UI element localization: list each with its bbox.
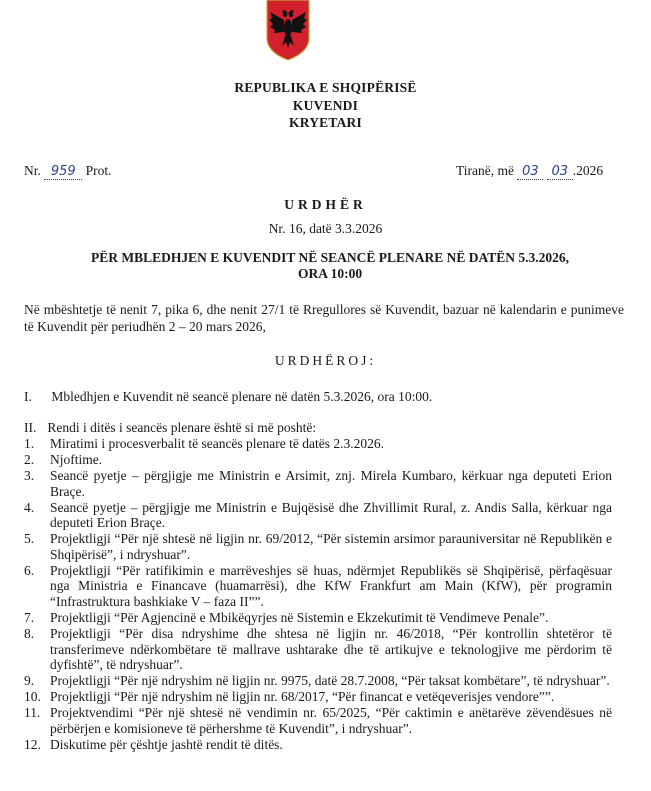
prot-label: Prot.: [85, 163, 112, 178]
nr-label: Nr.: [24, 163, 41, 178]
agenda-list: [24, 436, 624, 753]
header-kryetari: KRYETARI: [289, 115, 362, 130]
list-item: 10. Projektligji “Për një ndryshim në ligjin nr. 68/2017, “Për financat e vetëqeverisjes vendore””.: [24, 689, 555, 705]
list-item: 9. Projektligji “Për një ndryshim në ligjin nr. 9975, datë 28.7.2008, “Për taksat kombëtare”, të ndryshuar”.: [24, 673, 610, 689]
list-item: 6. Projektligji “Për ratifikimin e marrëveshjes së huas, ndërmjet Republikës së Shqipërisë, përfaqësuar nga Ministria e Financave (huamarrësi), dhe KfW Frankfurt am Main (KfW), për programin “Infrastruktura bashkiake V – faza II””.: [24, 562, 612, 609]
list-item: 4. Seancë pyetje – përgjigje me Ministrin e Bujqësisë dhe Zhvillimit Rural, z. Andis Salla, kërkuar nga deputeti Erion Braçe.: [24, 499, 612, 531]
ordhero-heading: URDHËROJ:: [274, 353, 377, 368]
place-label: Tiranë, më: [456, 163, 514, 178]
preamble-paragraph: Në mbështetje të nenit 7, pika 6, dhe nenit 27/1 të Rregullores së Kuvendit, bazuar në kalendarin e punimeve të Kuvendit për periudhën 2 – 20 mars 2026,: [24, 302, 624, 334]
list-item: 1. Miratimi i procesverbalit të seancës plenare të datës 2.3.2026.: [24, 436, 385, 451]
list-item: 3. Seancë pyetje – përgjigje me Ministrin e Arsimit, znj. Mirela Kumbaro, kërkuar nga deputeti Erion Braçe.: [24, 468, 612, 499]
list-item: 2. Njoftime.: [24, 452, 103, 468]
order-number: Nr. 16, datë 3.3.2026: [268, 221, 383, 236]
list-item: 11. Projektvendimi “Për një shtesë në vendimin nr. 65/2025, “Për caktimin e anëtarëve zëvendësues në përbërjen e komisioneve të përhershme të Kuvendit”, i ndryshuar”.: [24, 705, 612, 736]
section-one: I. Mbledhjen e Kuvendit në seancë plenare në datën 5.3.2026, ora 10:00.: [24, 389, 433, 404]
list-item: 12. Diskutime për çështje jashtë rendit të ditës.: [24, 737, 283, 753]
date-year: .2026: [572, 163, 604, 178]
date-day: 03: [522, 164, 539, 179]
date-month: 03: [551, 164, 569, 179]
list-item: 7. Projektligji “Për Agjencinë e Mbikëqyrjes në Sistemin e Ekzekutimit të Vendimeve Penale”.: [24, 610, 549, 626]
nr-value: 959: [50, 164, 76, 179]
place-date: [456, 163, 603, 180]
order-title: URDHËR: [284, 197, 367, 212]
header-republic: REPUBLIKA E SHQIPËRISË: [234, 80, 417, 95]
header-kuvendi: KUVENDI: [292, 98, 359, 113]
protocol-number: [24, 163, 112, 180]
section-two: II. Rendi i ditës i seancës plenare është si më poshtë:: [24, 420, 317, 435]
albanian-eagle-emblem-icon: [266, 0, 310, 60]
order-purpose: PËR MBLEDHJEN E KUVENDIT NË SEANCË PLENARE NË DATËN 5.3.2026, ORA 10:00: [90, 250, 570, 281]
list-item: 5. Projektligji “Për një shtesë në ligjin nr. 69/2012, “Për sistemin arsimor parauniversitar në Republikën e Shqipërisë”, i ndryshuar”.: [24, 531, 612, 562]
list-item: 8. Projektligji “Për disa ndryshime dhe shtesa në ligjin nr. 46/2018, “Për kontrollin shtetëror të transferimeve ndërkombëtare të mallrave ushtarake dhe të artikujve e teknologjive me përdorim të dyfishtë”, të ndryshuar”.: [24, 626, 612, 673]
